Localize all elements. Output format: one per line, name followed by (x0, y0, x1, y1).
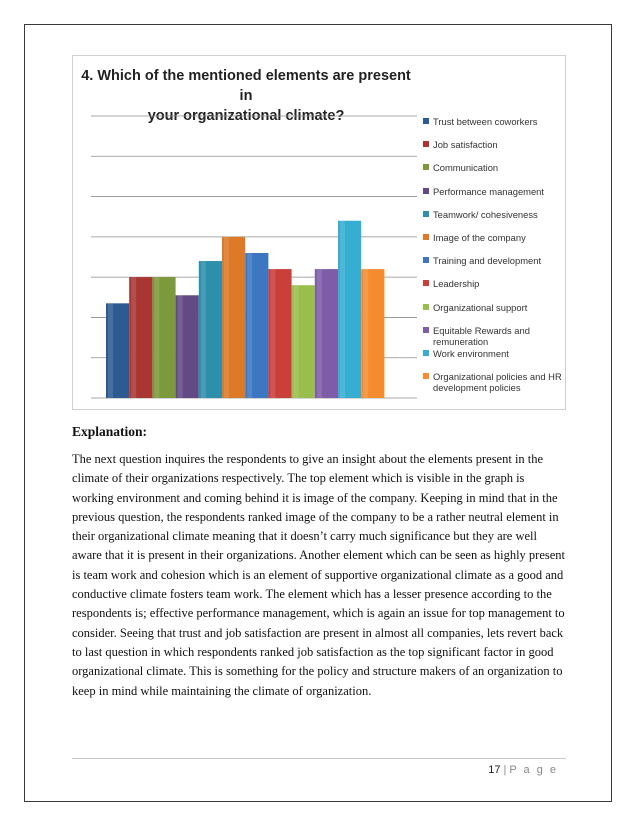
legend-label: Communication (433, 162, 499, 174)
page-label: P a g e (509, 764, 558, 776)
legend-item (423, 116, 563, 127)
legend-item (423, 209, 563, 220)
bar-highlight (317, 269, 322, 398)
legend-swatch (423, 211, 429, 217)
legend-item (423, 139, 563, 150)
bar-highlight (108, 303, 113, 398)
legend-item (423, 325, 563, 347)
legend-label: Leadership (433, 278, 480, 290)
legend-item (423, 371, 563, 393)
legend-label: Organizational policies and HR development policies (433, 371, 562, 394)
explanation-paragraph: The next question inquires the respondents to give an insight about the elements present in the climate of their organizations respectively. The top element which is visible in the graph is working environment and coming behind it is image of the company. Keeping in mind that in the previous question, the respondents ranked image of the company to be a rather neutral element in their organizational climate meaning that it doesn’t carry much significance but they are well aware that it is present in their organizations. Another element which can be seen as highly present is team work and cohesion which is an element of supportive organizational climate as a good and conductive climate fosters team work. The element which has a lesser presence according to the respondents is; effective performance management, which is again an issue for top management to consider. Seeing that trust and job satisfaction are present in almost all companies, lets revert back to last question in which respondents ranked job satisfaction as the top significant factor in good organizational climate. This is something for the policy and structure makers of an organization to keep in mind while maintaining the climate of organization. (72, 452, 566, 698)
legend-swatch (423, 118, 429, 124)
bar-chart-plot (73, 56, 419, 411)
legend-swatch (423, 280, 429, 286)
legend-item (423, 232, 563, 243)
bar-highlight (247, 253, 252, 398)
legend-label: Work environment (433, 348, 509, 359)
legend-swatch (423, 234, 429, 240)
bar-highlight (154, 277, 159, 398)
legend-item (423, 302, 563, 313)
legend-swatch (423, 373, 429, 379)
footer-divider (72, 758, 566, 759)
bar-highlight (363, 269, 368, 398)
legend-swatch (423, 164, 429, 170)
bar-highlight (224, 237, 229, 398)
bar-highlight (201, 261, 206, 398)
chart-container (72, 55, 566, 410)
legend-item (423, 162, 563, 173)
chart-title-line-1: 4. Which of the mentioned elements are present in (81, 68, 411, 104)
legend-label: Organizational support (433, 301, 528, 313)
legend-label: Trust between coworkers (433, 116, 538, 127)
chart-title-line-2: your organizational climate? (147, 108, 345, 124)
footer-separator: | (503, 764, 507, 776)
bar-highlight (294, 285, 299, 398)
legend-swatch (423, 327, 429, 333)
legend-item (423, 348, 563, 359)
explanation-heading: Explanation: (72, 424, 148, 439)
bar-highlight (131, 277, 136, 398)
legend-swatch (423, 188, 429, 194)
page-number: 17 (488, 764, 501, 776)
legend-label: Teamwork/ cohesiveness (433, 208, 538, 220)
legend-swatch (423, 141, 429, 147)
chart-legend (421, 56, 563, 411)
page-footer (488, 764, 558, 776)
legend-item (423, 255, 563, 266)
legend-swatch (423, 350, 429, 356)
legend-item (423, 278, 563, 289)
legend-label: Image of the company (433, 232, 526, 243)
legend-label: Performance management (433, 185, 544, 197)
legend-swatch (423, 257, 429, 263)
bar-highlight (340, 221, 345, 398)
legend-label: Equitable Rewards and remuneration (433, 324, 530, 347)
bar-highlight (178, 295, 183, 398)
bar-highlight (270, 269, 275, 398)
legend-item (423, 186, 563, 197)
legend-swatch (423, 304, 429, 310)
legend-label: Job satisfaction (433, 139, 498, 151)
legend-label: Training and development (433, 255, 542, 267)
